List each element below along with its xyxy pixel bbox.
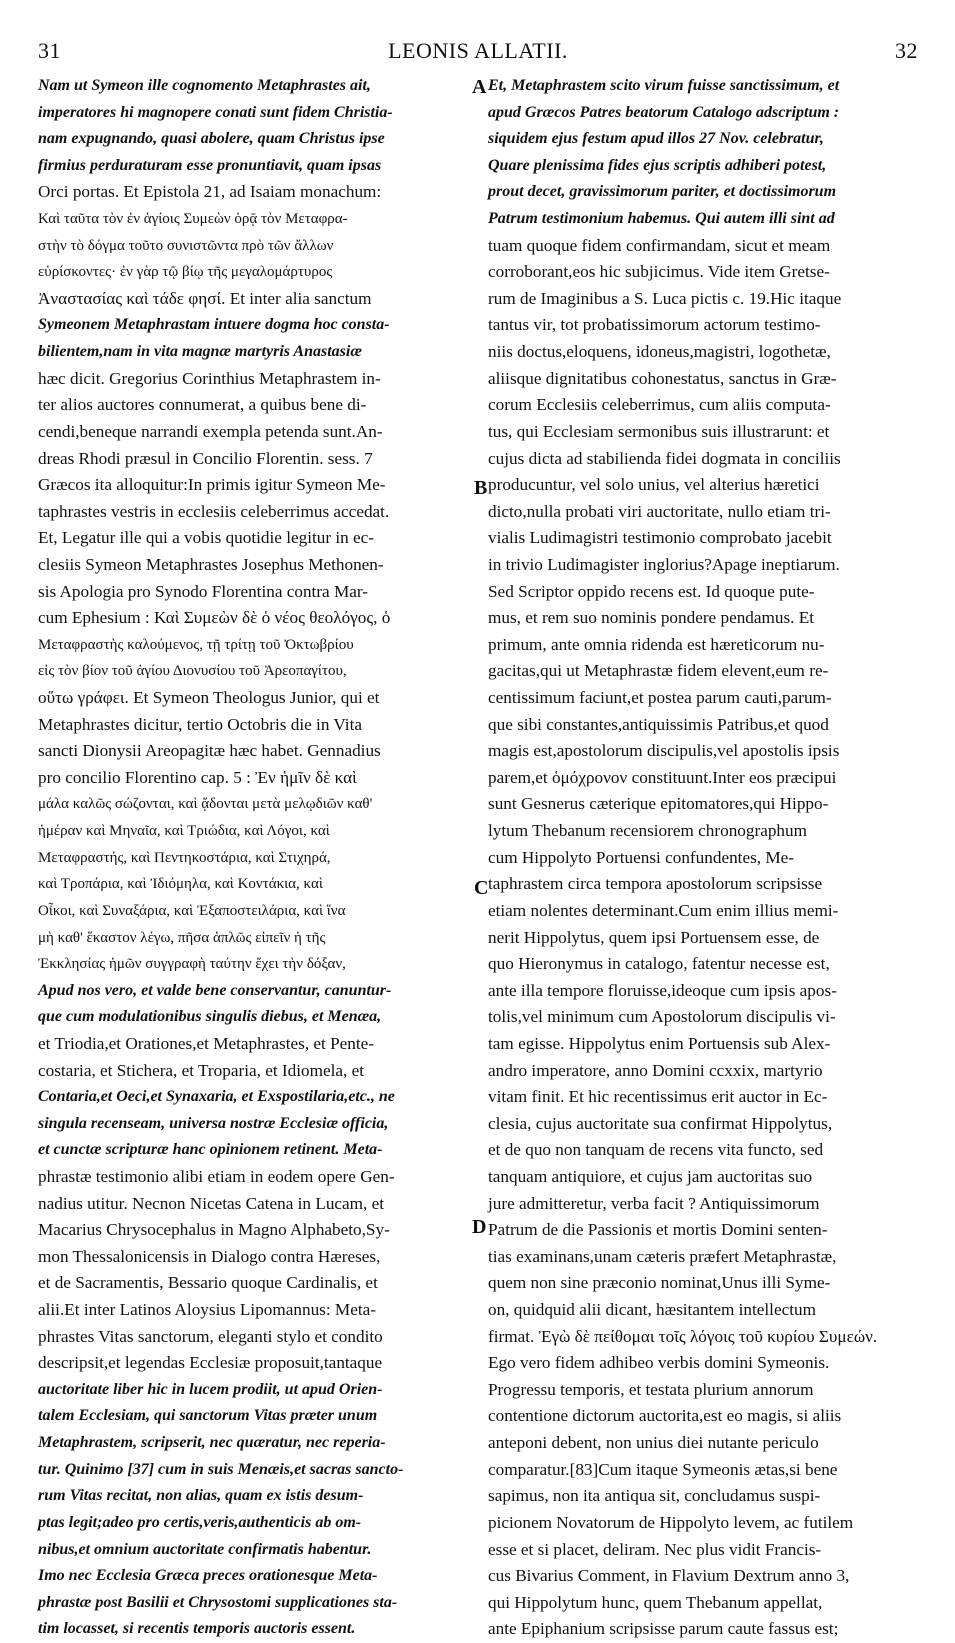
text-line: nam expugnando, quasi abolere, quam Christus ipse (38, 130, 385, 148)
text-line: gacitas,qui ut Metaphrastæ fidem elevent,eum re- (488, 661, 829, 681)
text-line: auctoritate liber hic in lucem prodiit, ut apud Orien- (38, 1380, 383, 1398)
text-line: corroborant,eos hic subjicimus. Vide item Gretse- (488, 262, 830, 282)
text-line: que cum modulationibus singulis diebus, et Menæa, (38, 1008, 382, 1026)
text-line: aliisque dignitatibus cohonestatus, sanctus in Græ- (488, 368, 837, 388)
text-line: Patrum testimonium habemus. Qui autem illi sint ad (488, 210, 835, 228)
text-line: ἡμέραν καὶ Μηναῖα, καὶ Τριώδια, καὶ Λόγοι, καὶ (38, 823, 330, 840)
page-number-right: 32 (895, 38, 918, 63)
text-line: Ἀναστασίας καὶ τάδε φησί. Et inter alia sanctum (38, 288, 372, 308)
text-line: οὕτω γράφει. Et Symeon Theologus Junior, qui et (38, 688, 380, 708)
text-line: Μεταφραστής, καὶ Πεντηκοστάρια, καὶ Στιχηρά, (38, 849, 331, 866)
text-line: στὴν τὸ δόγμα τοῦτο συνιστῶντα πρὸ τῶν ἄλλων (38, 237, 334, 254)
text-line: talem Ecclesiam, qui sanctorum Vitas præter unum (38, 1407, 378, 1425)
text-line: Quare plenissima fides ejus scriptis adhiberi potest, (488, 156, 827, 174)
text-line: tanquam antiquiore, et cujus jam auctoritas suo (488, 1166, 813, 1186)
text-line: comparatur.[83]Cum itaque Symeonis ætas,si bene (488, 1459, 838, 1479)
text-line: quem non sine præconio nominat,Unus illi Syme- (488, 1273, 831, 1293)
text-line: cendi,beneque narrandi exempla petenda sunt.An- (38, 421, 383, 441)
text-line: costaria, et Stichera, et Troparia, et Idiomela, et (38, 1060, 364, 1080)
text-line: on, quidquid alii dicant, hæsitantem intellectum (488, 1300, 816, 1320)
text-line: Orci portas. Et Epistola 21, ad Isaiam monachum: (38, 182, 382, 202)
text-line: Metaphrastem, scripserit, nec quæratur, nec reperia- (38, 1434, 386, 1452)
text-line: siquidem ejus festum apud illos 27 Nov. celebratur, (488, 130, 824, 148)
text-line: Μεταφραστὴς καλούμενος, τῇ τρίτῃ τοῦ Ὀκτωβρίου (38, 636, 354, 653)
text-line: nadius utitur. Necnon Nicetas Catena in Lucam, et (38, 1193, 385, 1213)
text-line: primum, ante omnia ridenda est hæreticorum nu- (488, 634, 825, 654)
text-line: tuam quoque fidem confirmandam, sicut et meam (488, 235, 831, 255)
running-title: LEONIS ALLATII. (388, 38, 568, 63)
text-line: producuntur, vel solo unius, vel alterius hæretici (488, 475, 820, 495)
section-marker-c: C (474, 877, 489, 899)
text-line: firmius perduraturam esse pronuntiavit, quam ipsas (38, 156, 382, 174)
text-line: tolis,vel minimum cum Apostolorum discipulis vi- (488, 1007, 836, 1027)
text-line: Et, Metaphrastem scito virum fuisse sanctissimum, et (488, 77, 840, 94)
text-line: tias examinans,unam cæteris præfert Metaphrastæ, (488, 1246, 837, 1266)
text-line: εὑρίσκοντες· ἐν γὰρ τῷ βίῳ τῆς μεγαλομάρτυρος (38, 264, 333, 281)
text-line: clesia, cujus auctoritate sua confirmat Hippolytus, (488, 1113, 833, 1133)
text-line: cum Hippolyto Portuensi confundentes, Me- (488, 847, 794, 867)
text-line: Symeonem Metaphrastam intuere dogma hoc consta- (38, 316, 390, 334)
text-line: rum Vitas recitat, non alias, quam ex istis desum- (38, 1487, 364, 1505)
text-line: sunt Gesnerus cæterique epitomatores,qui Hippo- (488, 794, 829, 814)
text-line: sis Apologia pro Synodo Florentina contra Mar- (38, 581, 368, 601)
text-line: tim locasset, si recentis temporis auctoris essent. (38, 1620, 356, 1638)
section-marker-a: A (472, 76, 487, 98)
text-line: ptas legit;adeo pro certis,veris,authenticis ab om- (38, 1513, 362, 1531)
text-line: Imo nec Ecclesia Græca preces orationesque Meta- (38, 1567, 378, 1585)
text-line: esse et si placet, deliram. Nec plus vidit Francis- (488, 1539, 822, 1559)
text-line: mon Thessalonicensis in Dialogo contra Hæreses, (38, 1246, 381, 1266)
text-line: et cunctæ scripturæ hanc opinionem retinent. Meta- (38, 1141, 383, 1159)
text-line: imperatores hi magnopere conati sunt fidem Christia- (38, 103, 393, 121)
text-line: vitam finit. Et hic recentissimus erit auctor in Ec- (488, 1087, 828, 1107)
text-line: que sibi constantes,antiquissimis Patribus,et quod (488, 714, 829, 734)
right-column (488, 73, 923, 1643)
text-line: Apud nos vero, et valde bene conservantur, canuntur- (38, 981, 392, 999)
text-line: Et, Legatur ille qui a vobis quotidie legitur in ec- (38, 528, 375, 548)
text-line: descripsit,et legendas Ecclesiæ proposuit,tantaque (38, 1353, 383, 1373)
text-line: anteponi debent, non unius diei nutante periculo (488, 1433, 819, 1453)
text-line: corum Ecclesiis celeberrimus, cum aliis computa- (488, 395, 831, 415)
text-line: Nam ut Symeon ille cognomento Metaphrastes ait, (38, 77, 371, 94)
text-line: dicto,nulla probati viri auctoritate, nullo etiam tri- (488, 501, 831, 521)
text-line: Patrum de die Passionis et mortis Domini senten- (488, 1220, 828, 1240)
text-line: ante illa tempore floruisse,ideoque cum ipsis apos- (488, 980, 837, 1000)
text-line: καὶ Τροπάρια, καὶ Ἰδιόμηλα, καὶ Κοντάκια, καὶ (38, 876, 323, 893)
text-line: et de Sacramentis, Bessario quoque Cardinalis, et (38, 1273, 378, 1293)
text-line: Græcos ita alloquitur:In primis igitur Symeon Me- (38, 475, 386, 495)
text-line: et Triodia,et Orationes,et Metaphrastes, et Pente- (38, 1033, 375, 1053)
text-line: cus Bivarius Comment, in Flavium Dextrum anno 3, (488, 1566, 850, 1586)
text-line: phrastæ testimonio alibi etiam in eodem opere Gen- (38, 1166, 395, 1186)
text-line: phrastæ post Basilii et Chrysostomi supplicationes sta- (38, 1593, 398, 1611)
text-line: taphrastes vestris in ecclesiis celeberrimus accedat. (38, 501, 390, 521)
text-line: εἰς τὸν βίον τοῦ ἁγίου Διονυσίου τοῦ Ἀρεοπαγίτου, (38, 663, 347, 680)
text-line: phrastes Vitas sanctorum, eleganti stylo et condito (38, 1326, 383, 1346)
text-line: apud Græcos Patres beatorum Catalogo adscriptum : (488, 103, 840, 121)
text-line: Ἐκκλησίας ἡμῶν συγγραφὴ ταύτην ἔχει τὴν δόξαν, (38, 956, 346, 973)
text-line: sancti Dionysii Areopagitæ hæc habet. Gennadius (38, 741, 381, 761)
text-line: sapimus, non ita antiqua sit, concludamus suspi- (488, 1486, 821, 1506)
text-line: cujus dicta ad stabilienda fidei dogmata in conciliis (488, 448, 841, 468)
text-line: bilientem,nam in vita magnæ martyris Anastasiæ (38, 343, 362, 361)
text-line: alii.Et inter Latinos Aloysius Lipomannus: Meta- (38, 1300, 376, 1320)
text-line: parem,et ὁμόχρονον constituunt.Inter eos præcipui (488, 767, 837, 787)
running-header (38, 38, 918, 72)
text-line: singula recenseam, universa nostræ Ecclesiæ officia, (38, 1114, 389, 1132)
text-line: Sed Scriptor oppido recens est. Id quoque pute- (488, 581, 815, 601)
text-line: Contaria,et Oeci,et Synaxaria, et Exspostilaria,etc., ne (38, 1088, 395, 1106)
section-marker-d: D (472, 1216, 487, 1238)
text-line: tantus vir, tot probatissimorum actorum testimo- (488, 315, 821, 335)
section-marker-b: B (474, 477, 488, 499)
text-line: mus, et rem suo nominis pondere pendamus. Et (488, 608, 815, 628)
text-line: qui Hippolytum hunc, quem Thebanum appellat, (488, 1592, 823, 1612)
text-line: tur. Quinimo [37] cum in suis Menæis,et sacras sancto- (38, 1460, 404, 1478)
text-line: niis doctus,eloquens, idoneus,magistri, logothetæ, (488, 342, 831, 362)
text-line: dreas Rhodi præsul in Concilio Florentin. sess. 7 (38, 448, 373, 468)
text-line: et de quo non tanquam de recens vita functo, sed (488, 1140, 824, 1160)
page-number-left: 31 (38, 38, 61, 63)
text-line: contentione dictorum auctorita,est eo magis, si aliis (488, 1406, 842, 1426)
text-line: quo Hieronymus in catalogo, fatentur necesse est, (488, 954, 830, 974)
text-line: tus, qui Ecclesiam sermonibus suis illustrarunt: et (488, 421, 830, 441)
text-line: etiam nolentes determinant.Cum enim illius memi- (488, 900, 839, 920)
text-line: ante Epiphanium scripsisse parum caute fassus est; (488, 1619, 839, 1639)
left-column (38, 73, 473, 1643)
text-line: tam egisse. Hippolytus enim Portuensis sub Alex- (488, 1033, 831, 1053)
text-line: hæc dicit. Gregorius Corinthius Metaphrastem in- (38, 368, 381, 388)
text-line: pro concilio Florentino cap. 5 : Ἐν ἡμῖν δὲ καὶ (38, 767, 357, 787)
text-line: Καὶ ταῦτα τὸν ἐν ἁγίοις Συμεὼν ὁρᾷ τὸν Μεταφρα- (38, 211, 348, 228)
text-line: prout decet, gravissimorum pariter, et doctissimorum (488, 183, 837, 201)
text-line: in trivio Ludimagister inglorius?Apage ineptiarum. (488, 554, 840, 574)
text-line: Progressu temporis, et testata plurium annorum (488, 1379, 814, 1399)
text-line: Metaphrastes dicitur, tertio Octobris die in Vita (38, 714, 362, 734)
text-line: vialis Ludimagistri testimonio comprobato jacebit (488, 528, 832, 548)
text-line: Οἶκοι, καὶ Συναξάρια, καὶ Ἐξαποστειλάρια, καὶ ἵνα (38, 902, 346, 919)
text-line: μάλα καλῶς σώζονται, καὶ ᾄδονται μετὰ μελῳδιῶν καθ' (38, 796, 373, 813)
text-line: nerit Hippolytus, quem ipsi Portuensem esse, de (488, 927, 820, 947)
text-line: clesiis Symeon Metaphrastes Josephus Methonen- (38, 554, 384, 574)
text-line: magis est,apostolorum discipulis,vel apostolis ipsis (488, 741, 840, 761)
text-line: centissimum faciunt,et postea parum cauti,parum- (488, 688, 832, 708)
text-line: nibus,et omnium auctoritate confirmatis habentur. (38, 1540, 372, 1558)
text-line: rum de Imaginibus a S. Luca pictis c. 19.Hic itaque (488, 288, 842, 308)
text-line: cum Ephesium : Καὶ Συμεὼν δὲ ὁ νέος θεολόγος, ὁ (38, 608, 391, 628)
text-line: μὴ καθ' ἕκαστον λέγω, πῆσα ἁπλῶς εἰπεῖν ἡ τῆς (38, 929, 326, 946)
text-line: taphrastem circa tempora apostolorum scripsisse (488, 874, 823, 894)
text-line: lytum Thebanum recensiorem chronographum (488, 821, 807, 841)
text-line: picionem Novatorum de Hippolyto levem, ac futilem (488, 1512, 854, 1532)
text-line: jure admitteretur, verba facit ? Antiquissimorum (488, 1193, 820, 1213)
text-line: firmat. Ἐγὼ δὲ πείθομαι τοῖς λόγοις τοῦ κυρίου Συμεών. (488, 1326, 878, 1346)
text-line: Macarius Chrysocephalus in Magno Alphabeto,Sy- (38, 1220, 390, 1240)
text-line: Ego vero fidem adhibeo verbis domini Symeonis. (488, 1353, 830, 1373)
text-line: andro imperatore, anno Domini ccxxix, martyrio (488, 1060, 823, 1080)
text-line: ter alios auctores connumerat, a quibus bene di- (38, 395, 367, 415)
